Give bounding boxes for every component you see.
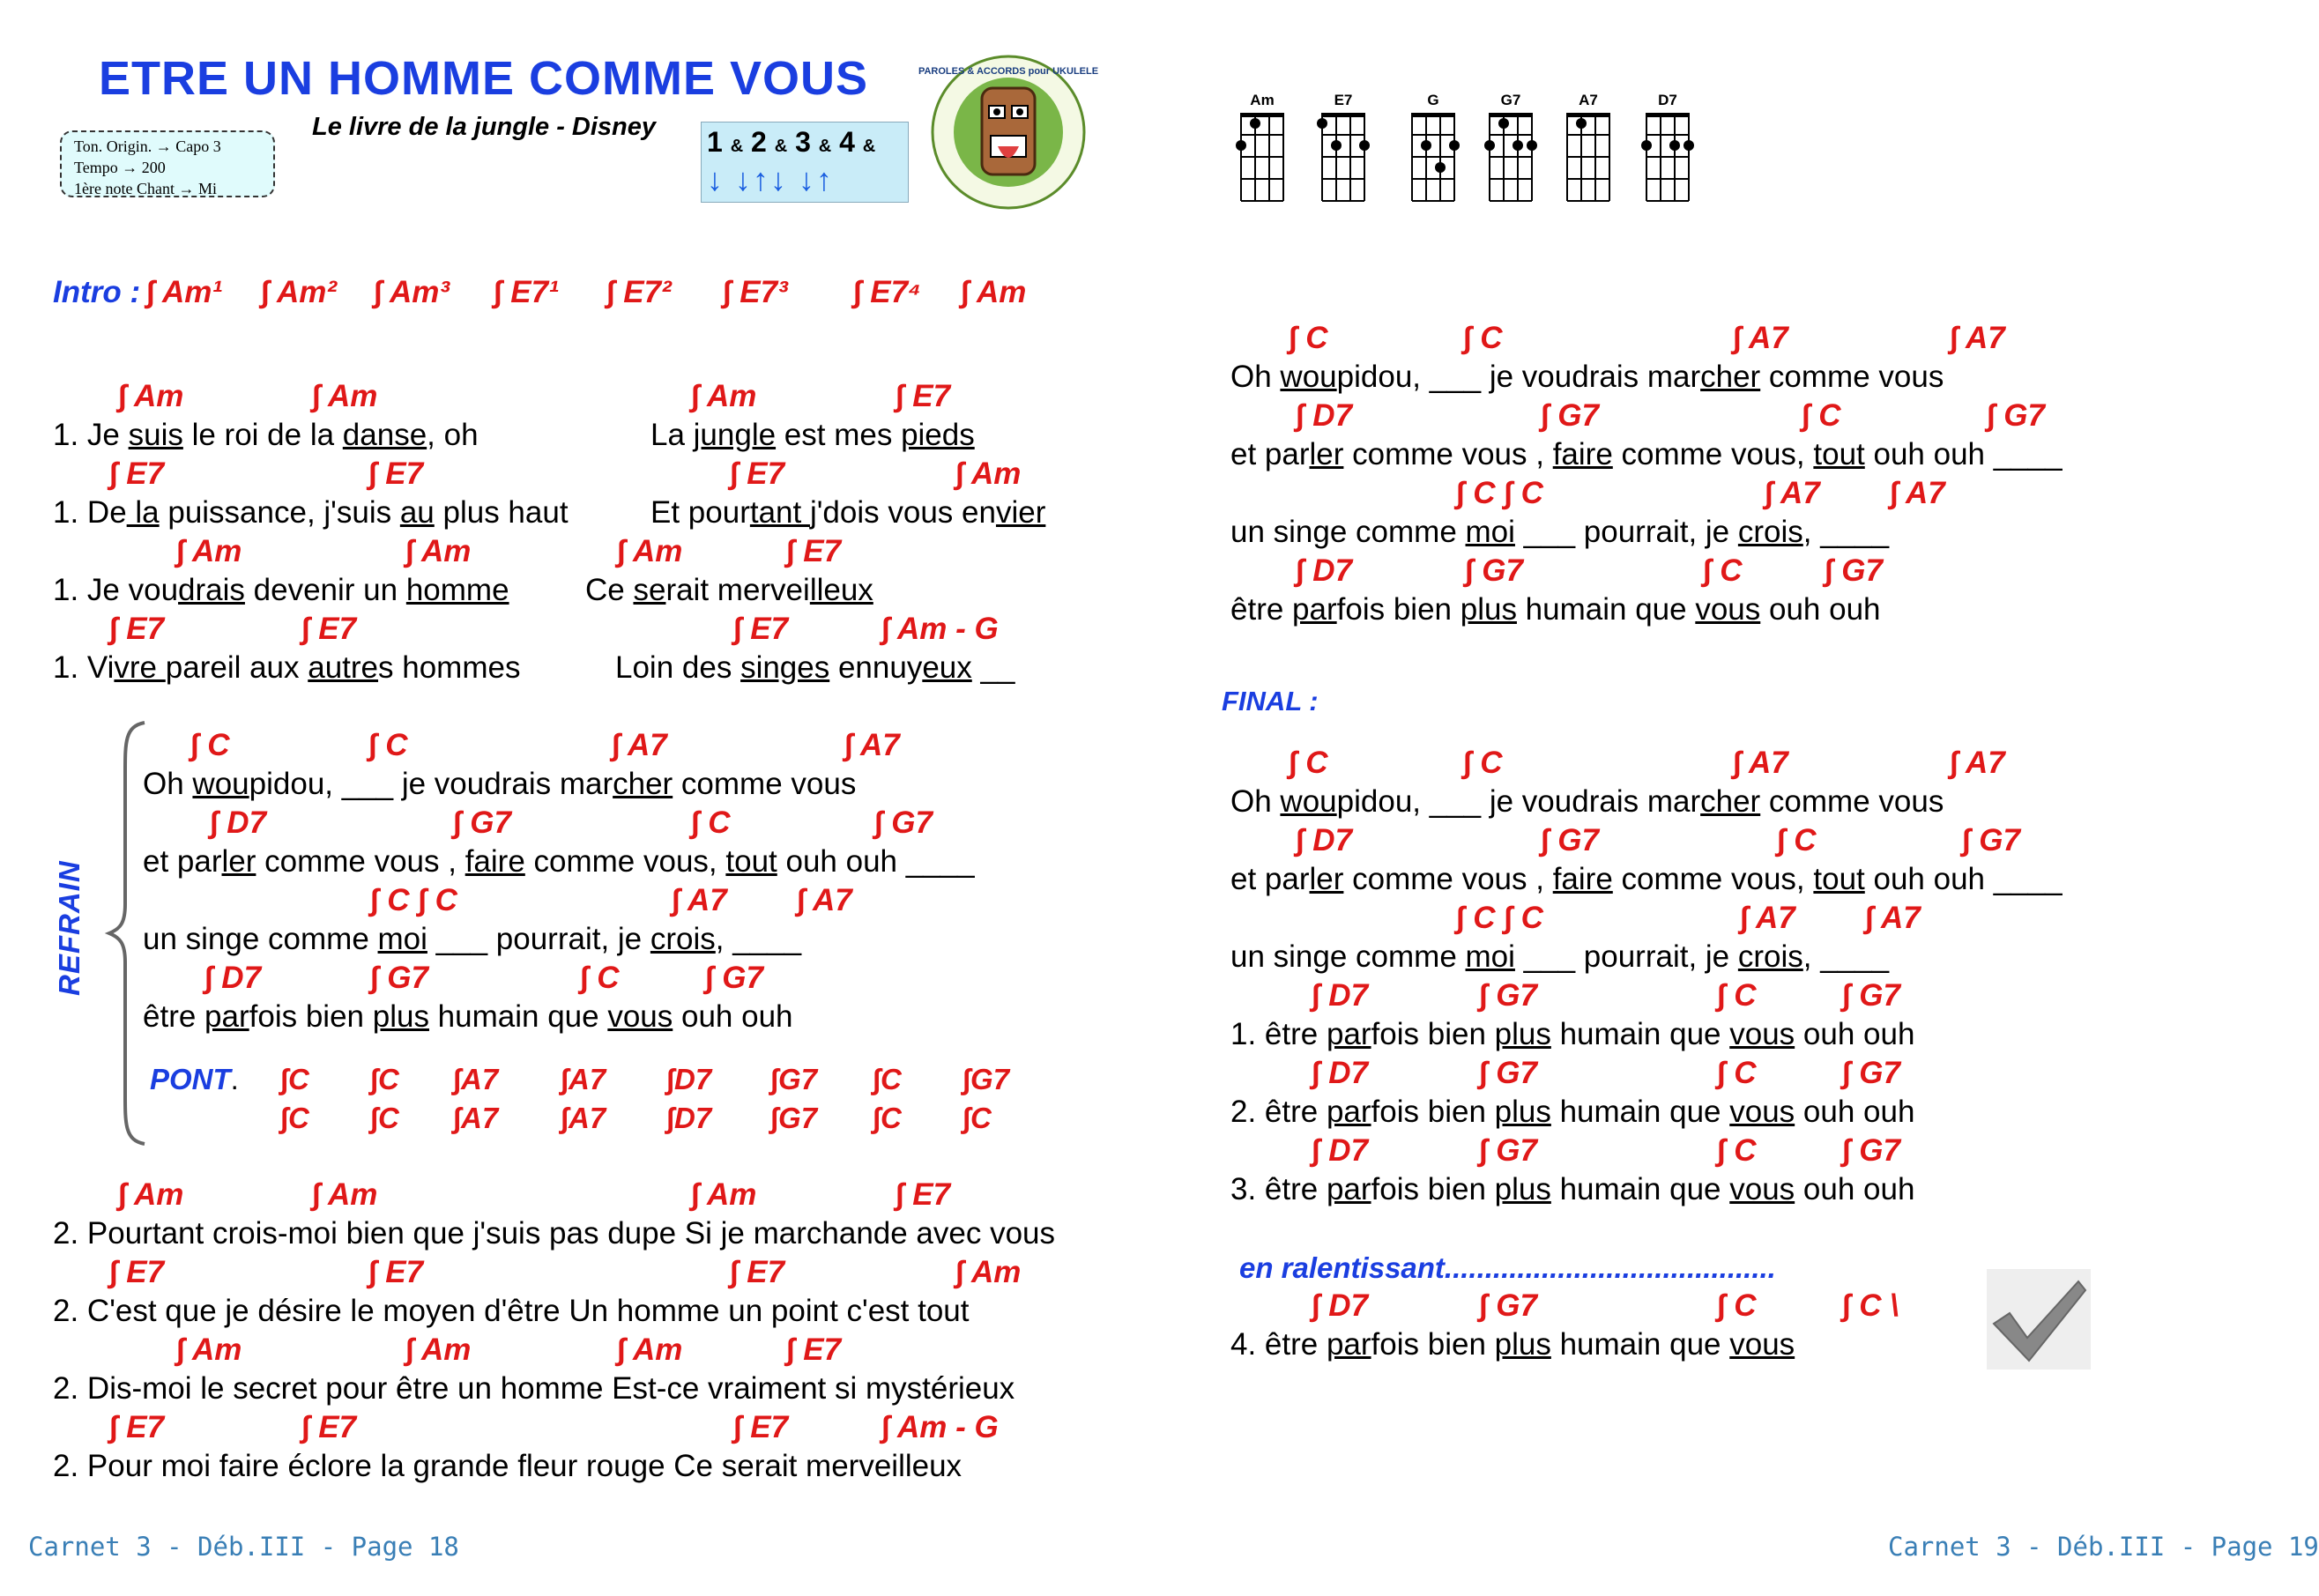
chord: ∫ E7 <box>733 1410 789 1444</box>
chord-diagram-name: G <box>1427 92 1439 108</box>
chord: ∫ Am <box>955 457 1022 491</box>
intro-chord: ∫ Am³ <box>374 275 450 309</box>
chord: ∫ E7 <box>786 1332 842 1367</box>
info-key: Ton. Origin. → Capo 3 <box>74 137 221 155</box>
chord: ∫ E7 <box>730 1255 785 1289</box>
chord: ∫ Am <box>312 379 378 413</box>
chord: ∫ Am <box>691 1177 757 1212</box>
lyric-line: La jungle est mes pieds <box>650 418 975 452</box>
lyric-line: 2. Pour moi faire éclore la grande fleur rouge Ce serait merveilleux <box>53 1449 963 1483</box>
chord: ∫ G7 <box>1541 398 1600 433</box>
lyric-line: être parfois bien plus humain que vous ouh ouh <box>1230 592 1881 627</box>
pont-chord: ∫C <box>280 1102 309 1134</box>
chord: ∫ E7 <box>368 457 424 491</box>
chord: ∫ E7 <box>109 1255 165 1289</box>
chord: ∫ Am - G <box>881 612 999 646</box>
chord: ∫ Am <box>405 534 472 568</box>
chord: ∫ A7 <box>612 728 667 762</box>
chord: ∫ G7 <box>1479 1288 1538 1323</box>
refrain-label: REFRAIN <box>53 860 85 996</box>
chord: ∫ C <box>1289 321 1328 355</box>
chord: ∫ G7 <box>1479 978 1538 1013</box>
lyric-line: 1. être parfois bien plus humain que vous ouh ouh <box>1230 1017 1915 1051</box>
final-label: FINAL : <box>1222 686 1319 716</box>
chord: ∫ D7 <box>210 805 267 840</box>
chord: ∫ E7 <box>368 1255 424 1289</box>
checkmark-icon <box>1987 1269 2091 1370</box>
chord: ∫ E7 <box>109 457 165 491</box>
chord-grid <box>1236 109 1289 208</box>
chord: ∫ A7 <box>1950 746 2005 780</box>
tiki-logo <box>918 55 1099 210</box>
lyric-line: 1. Je suis le roi de la danse, oh <box>53 418 479 452</box>
chord: ∫ E7 <box>733 612 789 646</box>
pont-chord: ∫G7 <box>770 1063 818 1095</box>
chord: ∫ D7 <box>1312 1056 1369 1090</box>
intro-label: Intro : <box>53 275 141 309</box>
lyric-line: un singe comme moi ___ pourrait, je crois, ____ <box>1230 515 1890 549</box>
pont-chord: ∫C <box>873 1063 902 1095</box>
chord: ∫ G7 <box>1479 1056 1538 1090</box>
lyric-line: Oh woupidou, ___ je voudrais marcher comme vous <box>1230 360 1944 394</box>
chord: ∫ D7 <box>1296 553 1353 588</box>
pont-chord: ∫C <box>370 1102 399 1134</box>
chord: ∫ A7 <box>1890 476 1945 510</box>
chord: ∫ C <box>1463 746 1503 780</box>
chord: ∫ Am <box>617 1332 683 1367</box>
chord-grid <box>1562 109 1615 208</box>
pont-chord: ∫G7 <box>963 1063 1010 1095</box>
chord: ∫ A7 <box>844 728 900 762</box>
chord: ∫ C <box>1802 398 1841 433</box>
chord: ∫ C ∫ C <box>1456 476 1543 510</box>
chord: ∫ Am <box>312 1177 378 1212</box>
lyric-line: 3. être parfois bien plus humain que vous ouh ouh <box>1230 1172 1915 1206</box>
chord-diagram-name: G7 <box>1500 92 1521 108</box>
intro-chord: ∫ E7³ <box>723 275 788 309</box>
strum-arrows: ↓ ↓↑↓ ↓↑ <box>707 161 835 197</box>
intro-chord: ∫ E7² <box>606 275 672 309</box>
chord: ∫ C <box>1717 1133 1757 1168</box>
lyric-line: Et pourtant j'dois vous envier <box>650 495 1046 530</box>
chord: ∫ C <box>1717 1056 1757 1090</box>
lyric-line: être parfois bien plus humain que vous ouh ouh <box>143 999 793 1034</box>
chord: ∫ C <box>368 728 408 762</box>
chord: ∫ G7 <box>1465 553 1524 588</box>
chord: ∫ G7 <box>1541 823 1600 857</box>
lyric-line: et parler comme vous , faire comme vous, tout ouh ouh ____ <box>1230 862 2063 896</box>
chord-grid <box>1317 109 1370 208</box>
chord: ∫ E7 <box>896 1177 951 1212</box>
chord-diagram-name: A7 <box>1579 92 1598 108</box>
lyric-line: Loin des singes ennuyeux __ <box>615 650 1015 685</box>
chord: ∫ D7 <box>1296 823 1353 857</box>
lyric-line: et parler comme vous , faire comme vous, tout ouh ouh ____ <box>143 844 975 879</box>
chord-grid <box>1484 109 1537 208</box>
chord: ∫ G7 <box>705 961 764 995</box>
pont-chord: ∫A7 <box>453 1063 499 1095</box>
pont-chord: ∫D7 <box>666 1102 712 1134</box>
chord: ∫ D7 <box>1296 398 1353 433</box>
chord: ∫ G7 <box>1479 1133 1538 1168</box>
chord: ∫ G7 <box>453 805 512 840</box>
lyric-line: 2. être parfois bien plus humain que vous ouh ouh <box>1230 1095 1915 1129</box>
chord-diagram-name: D7 <box>1658 92 1677 108</box>
chord: ∫ C ∫ C <box>370 883 457 917</box>
chord: ∫ E7 <box>301 612 357 646</box>
chord: ∫ Am - G <box>881 1410 999 1444</box>
chord: ∫ A7 <box>1733 746 1788 780</box>
chord: ∫ E7 <box>730 457 785 491</box>
chord: ∫ A7 <box>1740 901 1795 935</box>
logo-text: PAROLES & ACCORDS pour UKULELE <box>918 66 1099 77</box>
chord: ∫ D7 <box>1312 1288 1369 1323</box>
chord: ∫ G7 <box>1842 978 1901 1013</box>
chord-diagram-name: Am <box>1250 92 1275 108</box>
pont-chord: ∫D7 <box>666 1063 712 1095</box>
chord: ∫ C \ <box>1842 1288 1899 1323</box>
chord: ∫ G7 <box>874 805 933 840</box>
chord: ∫ E7 <box>109 612 165 646</box>
intro-chord: ∫ Am² <box>261 275 338 309</box>
chord: ∫ Am <box>176 1332 242 1367</box>
lyric-line: 2. C'est que je désire le moyen d'être Un homme un point c'est tout <box>53 1294 970 1328</box>
chord: ∫ C <box>580 961 620 995</box>
intro-chord: ∫ E7⁴ <box>853 275 922 309</box>
pont-chord: ∫C <box>370 1063 399 1095</box>
chord: ∫ C <box>1717 978 1757 1013</box>
chord: ∫ G7 <box>1987 398 2046 433</box>
chord: ∫ E7 <box>786 534 842 568</box>
chord: ∫ Am <box>405 1332 472 1367</box>
lyric-line: un singe comme moi ___ pourrait, je crois, ____ <box>1230 939 1890 974</box>
ralentissant-label: en ralentissant......................................... <box>1239 1251 1776 1284</box>
footer-right: Carnet 3 - Déb.III - Page 19 <box>1888 1532 2319 1562</box>
song-title: ETRE UN HOMME COMME VOUS <box>99 52 869 105</box>
chord: ∫ G7 <box>1842 1133 1901 1168</box>
lyric-line: 2. Dis-moi le secret pour être un homme Est-ce vraiment si mystérieux <box>53 1371 1015 1406</box>
chord: ∫ Am <box>176 534 242 568</box>
song-info-box <box>60 130 275 197</box>
chord: ∫ A7 <box>672 883 727 917</box>
chord: ∫ Am <box>118 1177 184 1212</box>
pont-chord: ∫C <box>963 1102 992 1134</box>
chord: ∫ Am <box>691 379 757 413</box>
chord: ∫ G7 <box>1842 1056 1901 1090</box>
chord: ∫ C ∫ C <box>1456 901 1543 935</box>
lyric-line: 2. Pourtant crois-moi bien que j'suis pas dupe Si je marchande avec vous <box>53 1216 1056 1251</box>
pont-chord: ∫A7 <box>561 1102 606 1134</box>
pont-chord: ∫A7 <box>561 1063 606 1095</box>
chord: ∫ C <box>1289 746 1328 780</box>
chord: ∫ Am <box>617 534 683 568</box>
info-first-note: 1ère note Chant → Mi <box>74 180 217 197</box>
lyric-line: 1. Je voudrais devenir un homme <box>53 573 509 607</box>
chord-diagram-name: E7 <box>1334 92 1353 108</box>
chord: ∫ G7 <box>1962 823 2021 857</box>
pont-chord: ∫G7 <box>770 1102 818 1134</box>
chord: ∫ C <box>1717 1288 1757 1323</box>
chord: ∫ A7 <box>1733 321 1788 355</box>
chord: ∫ A7 <box>1865 901 1921 935</box>
intro-chord: ∫ Am¹ <box>146 275 223 309</box>
chord: ∫ D7 <box>1312 1133 1369 1168</box>
chord: ∫ C <box>1463 321 1503 355</box>
chord: ∫ C <box>190 728 230 762</box>
chord: ∫ C <box>1703 553 1743 588</box>
pont-chord: ∫C <box>280 1063 309 1095</box>
chord: ∫ D7 <box>204 961 262 995</box>
chord: ∫ D7 <box>1312 978 1369 1013</box>
chord-grid <box>1407 109 1460 208</box>
lyric-line: Oh woupidou, ___ je voudrais marcher comme vous <box>1230 784 1944 819</box>
lyric-line: Ce serait merveilleux <box>585 573 873 607</box>
chord: ∫ Am <box>118 379 184 413</box>
pont-chord: ∫A7 <box>453 1102 499 1134</box>
chord: ∫ E7 <box>109 1410 165 1444</box>
strum-counts: 1 & 2 & 3 & 4 & <box>707 126 876 158</box>
chord: ∫ A7 <box>1950 321 2005 355</box>
lyric-line: un singe comme moi ___ pourrait, je crois, ____ <box>143 922 802 956</box>
intro-chord: ∫ E7¹ <box>494 275 559 309</box>
pont-chord: ∫C <box>873 1102 902 1134</box>
lyric-line: 1. Vivre pareil aux autres hommes <box>53 650 521 685</box>
lyric-line: Oh woupidou, ___ je voudrais marcher comme vous <box>143 767 857 801</box>
chord: ∫ A7 <box>1765 476 1820 510</box>
intro-chord: ∫ Am <box>961 275 1027 309</box>
song-subtitle: Le livre de la jungle - Disney <box>312 113 657 141</box>
chord: ∫ A7 <box>797 883 852 917</box>
chord: ∫ C <box>1777 823 1817 857</box>
chord: ∫ Am <box>955 1255 1022 1289</box>
footer-left: Carnet 3 - Déb.III - Page 18 <box>28 1532 459 1562</box>
chord: ∫ G7 <box>1825 553 1884 588</box>
strum-pattern-box <box>701 122 909 203</box>
chord: ∫ C <box>691 805 731 840</box>
lyric-line: 4. être parfois bien plus humain que vous <box>1230 1327 1795 1362</box>
chord: ∫ E7 <box>896 379 951 413</box>
lyric-line: et parler comme vous , faire comme vous, tout ouh ouh ____ <box>1230 437 2063 471</box>
chord: ∫ E7 <box>301 1410 357 1444</box>
pont-label: PONT. <box>150 1063 239 1095</box>
lyric-line: 1. De la puissance, j'suis au plus haut <box>53 495 569 530</box>
info-tempo: Tempo → 200 <box>74 159 166 176</box>
chord: ∫ G7 <box>370 961 429 995</box>
chord-grid <box>1641 109 1694 208</box>
